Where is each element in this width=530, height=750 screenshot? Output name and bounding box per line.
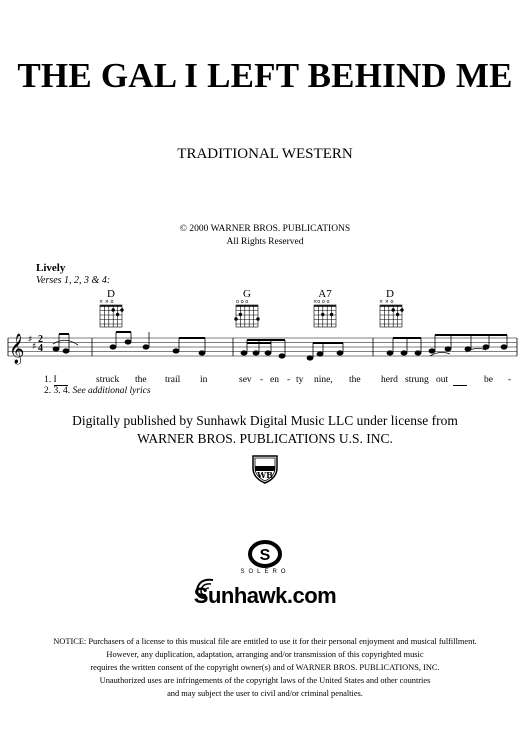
svg-text:o o o: o o o <box>236 299 249 305</box>
notice-line: requires the written consent of the copyright owner(s) and of WARNER BROS. PUBLICATIONS, INC. <box>90 663 440 672</box>
notice-block <box>0 635 530 700</box>
notice-line: However, any duplication, adaptation, arranging and/or transmission of this copyrighted music <box>106 650 424 659</box>
sharp-f-icon: ♯ <box>28 335 33 345</box>
solero-logo-icon <box>248 540 282 568</box>
solero-letter: S <box>259 547 271 564</box>
lyric-word: struck <box>96 375 120 385</box>
tempo-marking: Lively <box>36 262 66 274</box>
sunhawk-logo-text: Sunhawk.com <box>193 583 337 608</box>
treble-clef-icon: 𝄞 <box>9 334 25 364</box>
song-title: THE GAL I LEFT BEHIND ME <box>17 56 513 95</box>
lyric-word: herd <box>381 375 398 385</box>
time-signature <box>38 335 43 353</box>
svg-text:×o o o: ×o o o <box>313 299 330 305</box>
lyric-verse-nums: 2. 3. 4. <box>44 386 71 396</box>
additional-lyrics-note: See additional lyrics <box>72 386 151 396</box>
chord-diagram-a7 <box>313 299 336 327</box>
notice-line: and may subject the user to civil and/or criminal penalties. <box>167 689 363 698</box>
publisher-line-2: WARNER BROS. PUBLICATIONS U.S. INC. <box>137 431 393 446</box>
solero-wordmark: SOLERO <box>240 569 290 575</box>
lyric-word: out <box>436 375 449 385</box>
chord-name-a7: A7 <box>318 288 332 300</box>
notice-line: NOTICE: Purchasers of a license to this musical file are entitled to use it for their personal enjoyment and musical fulfillment. <box>53 637 477 646</box>
verse-marking: Verses 1, 2, 3 & 4: <box>36 275 111 286</box>
rights-line: All Rights Reserved <box>226 237 304 247</box>
lyric-word: nine, <box>314 375 333 385</box>
lyric-extender <box>453 385 467 386</box>
sharp-c-icon: ♯ <box>32 342 37 352</box>
svg-text:× × o: × × o <box>379 299 394 305</box>
lyric-word: strung <box>405 375 429 385</box>
chord-diagram-d2 <box>379 299 403 327</box>
lyric-word: - <box>260 375 264 385</box>
chord-name-d2: D <box>386 288 394 300</box>
composer-credit: TRADITIONAL WESTERN <box>177 146 353 162</box>
lyric-word: - <box>287 375 291 385</box>
chord-name-g: G <box>243 288 251 300</box>
lyric-word: sev <box>239 375 252 385</box>
copyright-line: © 2000 WARNER BROS. PUBLICATIONS <box>179 224 351 234</box>
lyric-word: ty <box>296 375 304 385</box>
lyric-word: be <box>484 375 493 385</box>
lyric-verse-nums-2 <box>44 386 151 396</box>
chord-name-d: D <box>107 288 115 300</box>
svg-text:× × o: × × o <box>99 299 114 305</box>
lyric-word: trail <box>165 375 181 385</box>
lyric-word: en <box>270 375 279 385</box>
publisher-line-1: Digitally published by Sunhawk Digital Music LLC under license from <box>72 413 458 428</box>
chord-diagram-g <box>235 299 260 327</box>
notice-line: Unauthorized uses are infringements of the copyright laws of the United States and other countries <box>99 676 431 685</box>
lyric-word: in <box>200 375 208 385</box>
chord-diagram-d <box>99 299 123 327</box>
wb-letters: WB <box>257 470 273 480</box>
music-staff <box>0 290 530 370</box>
lyric-word: the <box>135 375 147 385</box>
time-signature-top: 2 <box>38 334 43 345</box>
lyric-word: the <box>349 375 361 385</box>
lyric-word: - <box>508 375 512 385</box>
time-signature-bottom: 4 <box>38 343 43 354</box>
lyric-verse-num: 1. I <box>44 375 57 385</box>
wb-shield-logo <box>251 454 279 484</box>
